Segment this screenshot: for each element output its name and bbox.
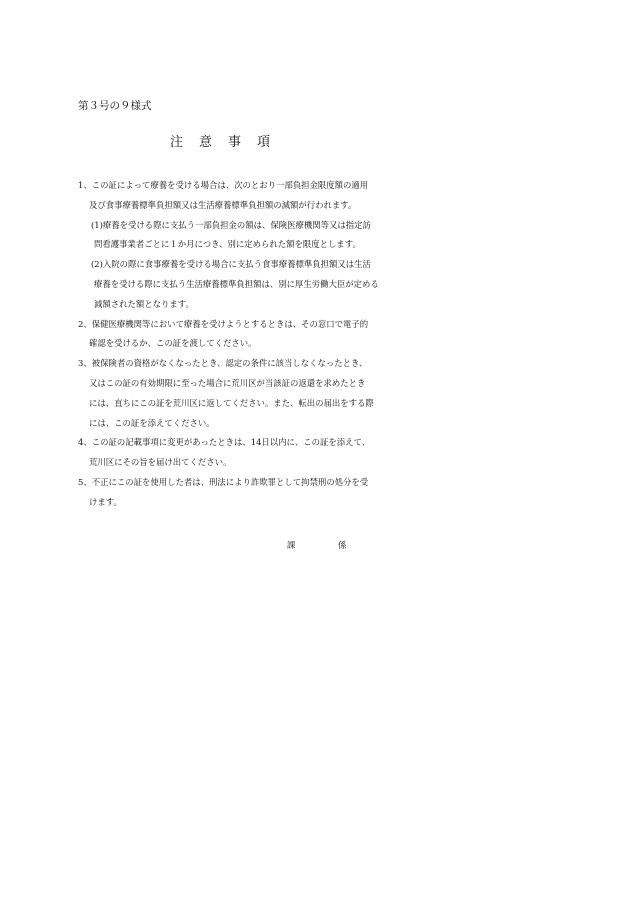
note-line: 及び食事療養標準負担額又は生活療養標準負担額の減額が行われます。 [89, 199, 357, 210]
note-line: には、この証を添えてください。 [89, 417, 215, 428]
note-line: 確認を受けるか、この証を渡してください。 [89, 338, 257, 349]
note-line: (1)療養を受ける際に支払う一部負担金の額は、保険医療機関等又は指定訪 [91, 219, 371, 230]
notes-list [78, 176, 378, 513]
note-line: 1、この証によって療養を受ける場合は、次のとおり一部負担金限度額の適用 [78, 180, 369, 190]
note-line: 問看護事業者ごとに１か月につき、別に定められた額を限度とします。 [94, 239, 361, 250]
note-line: 又はこの証の有効期限に至った場合に荒川区が当該証の返還を求めたとき [89, 377, 366, 388]
note-line: 3、被保険者の資格がなくなったとき、認定の条件に該当しなくなったとき、 [78, 358, 368, 369]
page-title: 注意事項 [170, 135, 287, 150]
note-line: 減額された額となります。 [94, 298, 194, 309]
note-line: (2)入院の際に食事療養を受ける場合に支払う食事療養標準負担額又は生活 [91, 259, 371, 270]
note-line: 荒川区にその旨を届け出てください。 [89, 457, 232, 468]
section-label: 課 [287, 540, 296, 550]
department-label [287, 539, 346, 551]
note-line: 5、不正にこの証を使用した者は、刑法により詐欺罪として拘禁刑の処分を受 [78, 476, 369, 487]
note-line: には、直ちにこの証を荒川区に返してください。また、転出の届出をする際 [89, 397, 374, 408]
note-line: 4、この証の記載事項に変更があったときは、14日以内に、この証を添えて、 [78, 437, 371, 448]
note-line: けます。 [89, 496, 122, 507]
unit-label: 係 [338, 540, 347, 550]
note-line: 療養を受ける際に支払う生活療養標準負担額は、別に厚生労働大臣が定める [94, 278, 379, 289]
note-line: 2、保健医療機関等において療養を受けようとするときは、その窓口で電子的 [78, 318, 369, 329]
form-number: 第３号の９様式 [78, 100, 152, 112]
